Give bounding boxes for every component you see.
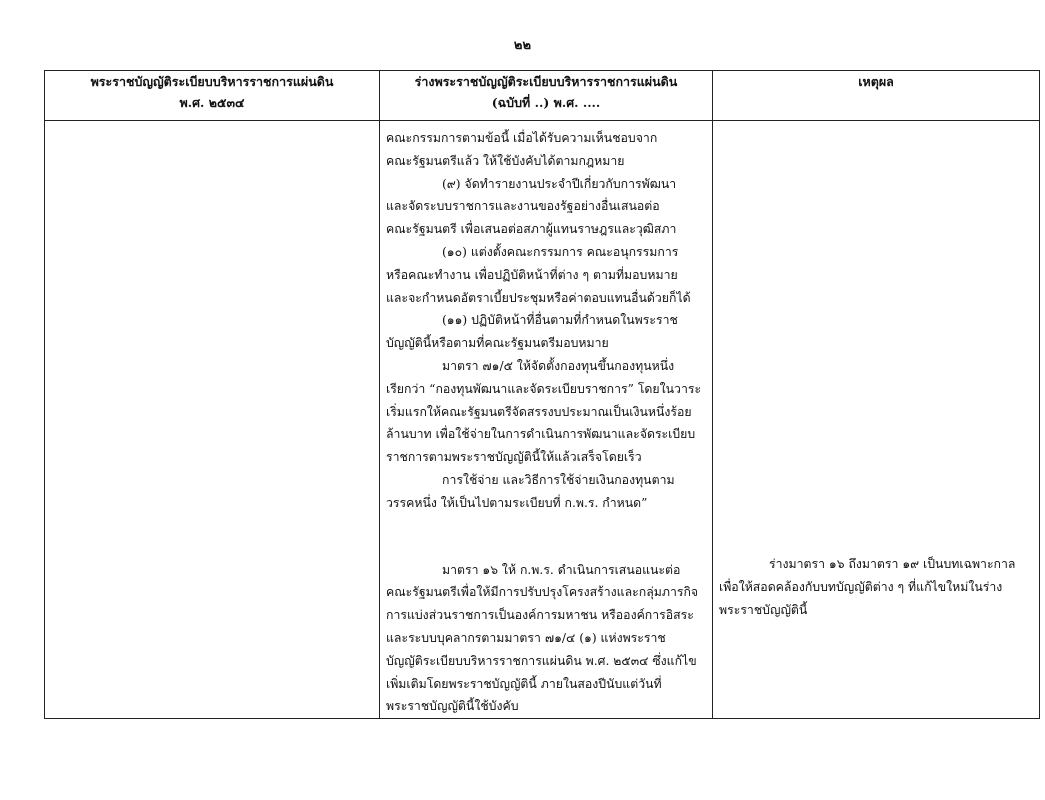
draft-text-line: คณะรัฐมนตรีแล้ว ให้ใช้บังคับได้ตามกฎหมาย: [386, 153, 625, 168]
draft-text-line: ราชการตามพระราชบัญญัตินี้ให้แล้วเสร็จโดยเร็ว: [386, 450, 642, 465]
page-number: ๒๒: [513, 38, 532, 53]
draft-text-line: วรรคหนึ่ง ให้เป็นไปตามระเบียบที่ ก.พ.ร. กำหนด”: [386, 495, 648, 510]
table-body-row: [45, 121, 1040, 719]
current-act-cell: [45, 121, 380, 719]
draft-text-line: และระบบบุคลากรตามมาตรา ๗๑/๔ (๑) แห่งพระราช: [386, 630, 666, 645]
draft-text-line: บัญญัตินี้หรือตามที่คณะรัฐมนตรีมอบหมาย: [386, 336, 609, 351]
draft-text-line: เพิ่มเติมโดยพระราชบัญญัตินี้ ภายในสองปีนับแต่วันที่: [386, 676, 662, 691]
reason-text-line: ร่างมาตรา ๑๖ ถึงมาตรา ๑๙ เป็นบทเฉพาะกาล: [769, 557, 1016, 571]
draft-act-cell: [380, 121, 713, 719]
draft-text-line: ล้านบาท เพื่อใช้จ่ายในการดำเนินการพัฒนาและจัดระเบียบ: [386, 427, 696, 442]
header-reason: [713, 71, 1040, 121]
header-draft-act: [380, 71, 713, 121]
draft-text-line: เริ่มแรกให้คณะรัฐมนตรีจัดสรรงบประมาณเป็นเงินหนึ่งร้อย: [386, 404, 692, 419]
header-draft-act-line2: (ฉบับที่ ..) พ.ศ. ....: [491, 95, 601, 110]
draft-text-line: (๑๑) ปฏิบัติหน้าที่อื่นตามที่กำหนดในพระราช: [442, 313, 678, 328]
draft-text-line: และจัดระบบราชการและงานของรัฐอย่างอื่นเสนอต่อ: [386, 199, 660, 214]
reason-text: [713, 121, 1039, 622]
comparison-table: [44, 70, 1040, 719]
reason-text-line: เพื่อให้สอดคล้องกับบทบัญญัติต่าง ๆ ที่แก้ไขใหม่ในร่าง: [719, 580, 1003, 594]
draft-text-line: คณะกรรมการตามข้อนี้ เมื่อได้รับความเห็นชอบจาก: [386, 131, 658, 145]
draft-text-line: คณะรัฐมนตรี เพื่อเสนอต่อสภาผู้แทนราษฎรและวุฒิสภา: [386, 222, 677, 237]
draft-text-line: (๙) จัดทำรายงานประจำปีเกี่ยวกับการพัฒนา: [442, 176, 677, 191]
draft-text-line: มาตรา ๑๖ ให้ ก.พ.ร. ดำเนินการเสนอแนะต่อ: [442, 562, 681, 577]
reason-text-line: พระราชบัญญัตินี้: [719, 603, 808, 617]
draft-text-line: พระราชบัญญัตินี้ใช้บังคับ: [386, 699, 519, 714]
draft-text-line: หรือคณะทำงาน เพื่อปฏิบัติหน้าที่ต่าง ๆ ตามที่มอบหมาย: [386, 267, 678, 282]
header-draft-act-line1: ร่างพระราชบัญญัติระเบียบบริหารราชการแผ่นดิน: [414, 74, 678, 89]
draft-text-line: บัญญัติระเบียบบริหารราชการแผ่นดิน พ.ศ. ๒๕๓๔ ซึ่งแก้ไข: [386, 653, 697, 668]
draft-text-line: คณะรัฐมนตรีเพื่อให้มีการปรับปรุงโครงสร้างและกลุ่มภารกิจ: [386, 585, 699, 600]
draft-text-line: การใช้จ่าย และวิธีการใช้จ่ายเงินกองทุนตาม: [442, 472, 675, 487]
draft-text-line: เรียกว่า “กองทุนพัฒนาและจัดระเบียบราชการ” โดยในวาระ: [386, 381, 702, 396]
draft-text-line: การแบ่งส่วนราชการเป็นองค์การมหาชน หรือองค์การอิสระ: [386, 608, 694, 623]
draft-act-text: [380, 121, 712, 718]
header-current-act-line2: พ.ศ. ๒๕๓๔: [179, 95, 245, 110]
table-header-row: [45, 71, 1040, 121]
header-current-act-line1: พระราชบัญญัติระเบียบบริหารราชการแผ่นดิน: [90, 74, 334, 89]
draft-text-line: และจะกำหนดอัตราเบี้ยประชุมหรือค่าตอบแทนอื่นด้วยก็ได้: [386, 290, 691, 305]
reason-cell: [713, 121, 1040, 719]
header-reason-label: เหตุผล: [858, 74, 894, 89]
draft-text-line: [386, 515, 708, 559]
header-current-act: [45, 71, 380, 121]
draft-text-line: มาตรา ๗๑/๕ ให้จัดตั้งกองทุนขึ้นกองทุนหนึ่ง: [442, 358, 675, 373]
draft-text-line: (๑๐) แต่งตั้งคณะกรรมการ คณะอนุกรรมการ: [442, 244, 679, 259]
